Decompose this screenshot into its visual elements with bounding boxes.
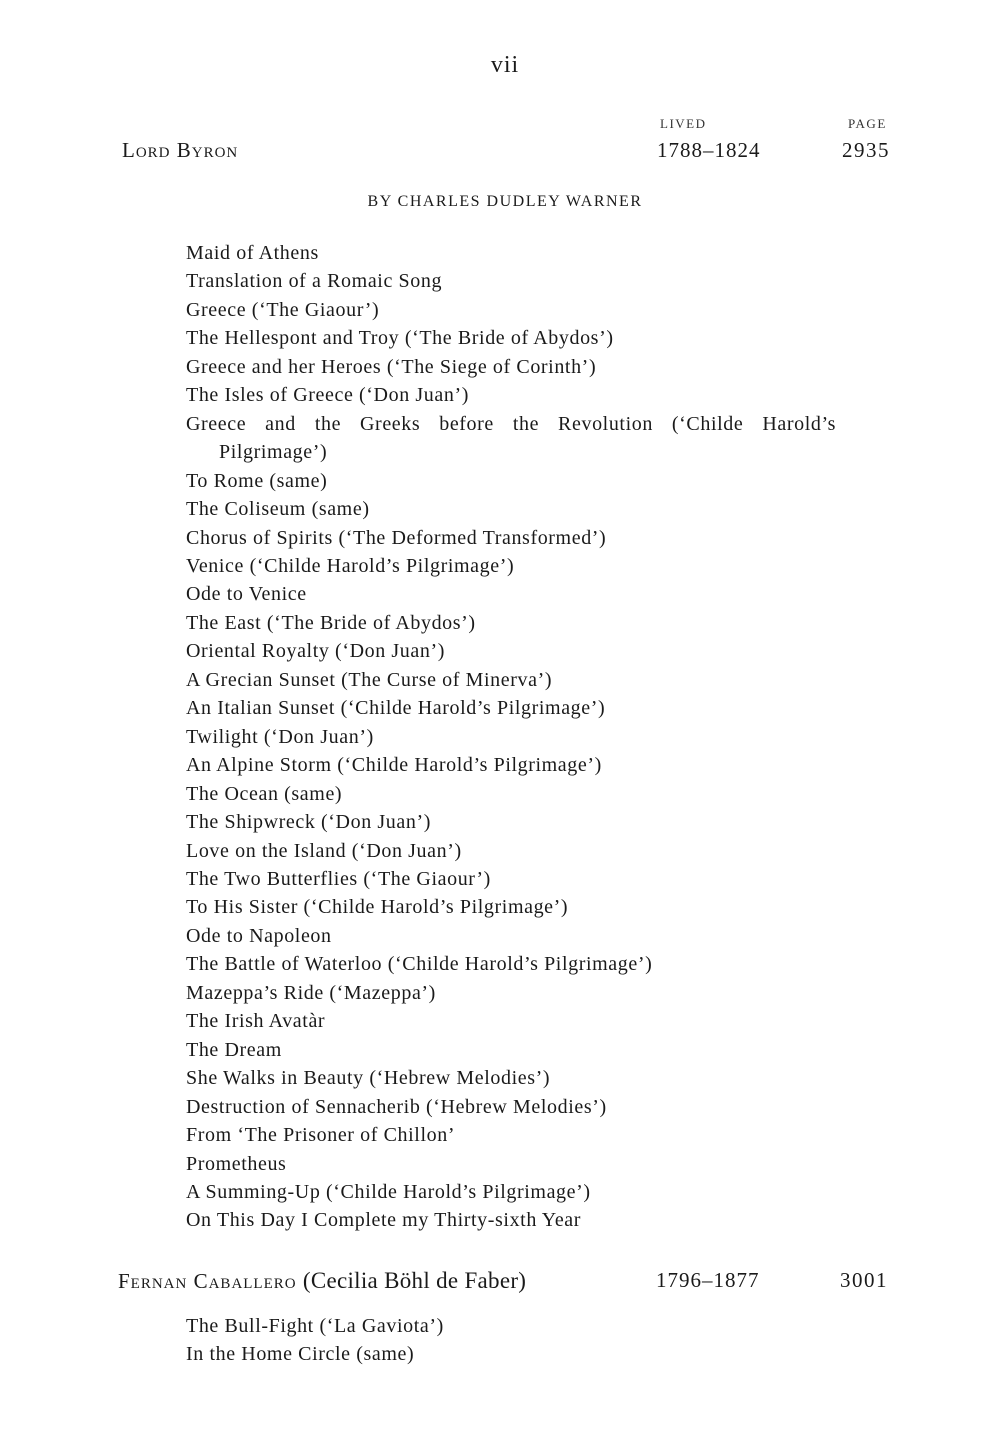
selection-item: The Irish Avatàr bbox=[186, 1010, 326, 1033]
selection-item: An Alpine Storm (‘Childe Harold’s Pilgrimage’) bbox=[186, 754, 602, 777]
selection-item: Maid of Athens bbox=[186, 242, 319, 264]
selection-item: A Grecian Sunset (The Curse of Minerva’) bbox=[186, 668, 553, 691]
selection-item: Destruction of Sennacherib (‘Hebrew Melodies’) bbox=[186, 1095, 607, 1118]
selection-item: Greece and her Heroes (‘The Siege of Corinth’) bbox=[186, 355, 597, 378]
selection-list-caballero bbox=[186, 1312, 836, 1369]
selection-item: Oriental Royalty (‘Don Juan’) bbox=[186, 640, 446, 663]
selection-item: Mazeppa’s Ride (‘Mazeppa’) bbox=[186, 981, 436, 1004]
selection-item: The Two Butterflies (‘The Giaour’) bbox=[186, 867, 491, 890]
author-row-caballero bbox=[118, 1268, 900, 1298]
lived-column-header: LIVED bbox=[660, 116, 707, 131]
selection-item: From ‘The Prisoner of Chillon’ bbox=[186, 1124, 456, 1147]
selection-item: The Bull-Fight (‘La Gaviota’) bbox=[186, 1315, 444, 1337]
page-number: vii bbox=[490, 52, 520, 78]
selection-item: The Battle of Waterloo (‘Childe Harold’s Pilgrimage’) bbox=[186, 953, 653, 976]
page-column-header: PAGE bbox=[848, 116, 887, 131]
author-page: 2935 bbox=[842, 138, 890, 162]
selection-item: Greece and the Greeks before the Revolution (‘Childe Harold’s Pilgrimage’) bbox=[186, 412, 836, 464]
selection-item: The East (‘The Bride of Abydos’) bbox=[186, 611, 476, 634]
selection-item: To Rome (same) bbox=[186, 469, 328, 492]
selection-item: The Dream bbox=[186, 1038, 282, 1061]
selection-item: The Shipwreck (‘Don Juan’) bbox=[186, 811, 431, 834]
selection-item: A Summing-Up (‘Childe Harold’s Pilgrimage’) bbox=[186, 1180, 591, 1203]
selection-item: Greece (‘The Giaour’) bbox=[186, 298, 380, 321]
selection-item: Ode to Napoleon bbox=[186, 924, 332, 947]
selection-item: Venice (‘Childe Harold’s Pilgrimage’) bbox=[186, 554, 515, 577]
author-name-text: Fernan Caballero bbox=[118, 1269, 297, 1293]
selection-item: The Hellespont and Troy (‘The Bride of Abydos’) bbox=[186, 327, 614, 350]
author-lived: 1796–1877 bbox=[656, 1268, 760, 1292]
selection-list-byron bbox=[186, 239, 836, 1235]
selection-item: An Italian Sunset (‘Childe Harold’s Pilgrimage’) bbox=[186, 697, 606, 720]
selection-item: The Coliseum (same) bbox=[186, 498, 370, 521]
selection-item: Love on the Island (‘Don Juan’) bbox=[186, 839, 462, 862]
selection-item: Prometheus bbox=[186, 1152, 287, 1175]
author-name bbox=[122, 138, 238, 163]
selection-item: To His Sister (‘Childe Harold’s Pilgrimage’) bbox=[186, 896, 569, 919]
selection-item: Chorus of Spirits (‘The Deformed Transformed’) bbox=[186, 526, 607, 549]
selection-item: In the Home Circle (same) bbox=[186, 1343, 415, 1366]
selection-item: Twilight (‘Don Juan’) bbox=[186, 725, 374, 748]
selection-item: The Isles of Greece (‘Don Juan’) bbox=[186, 384, 469, 407]
author-row-byron bbox=[122, 138, 900, 168]
selection-item: Ode to Venice bbox=[186, 583, 307, 606]
author-lived: 1788–1824 bbox=[657, 138, 761, 162]
author-name bbox=[118, 1268, 526, 1294]
author-name-text: Lord Byron bbox=[122, 138, 239, 162]
selection-item: The Ocean (same) bbox=[186, 782, 343, 805]
author-alt-name: (Cecilia Böhl de Faber) bbox=[302, 1268, 527, 1293]
selection-item: Translation of a Romaic Song bbox=[186, 270, 443, 293]
selection-item: She Walks in Beauty (‘Hebrew Melodies’) bbox=[186, 1067, 551, 1090]
byline: BY CHARLES DUDLEY WARNER bbox=[367, 193, 643, 210]
author-page: 3001 bbox=[840, 1268, 888, 1292]
selection-item: On This Day I Complete my Thirty-sixth Year bbox=[186, 1209, 582, 1232]
